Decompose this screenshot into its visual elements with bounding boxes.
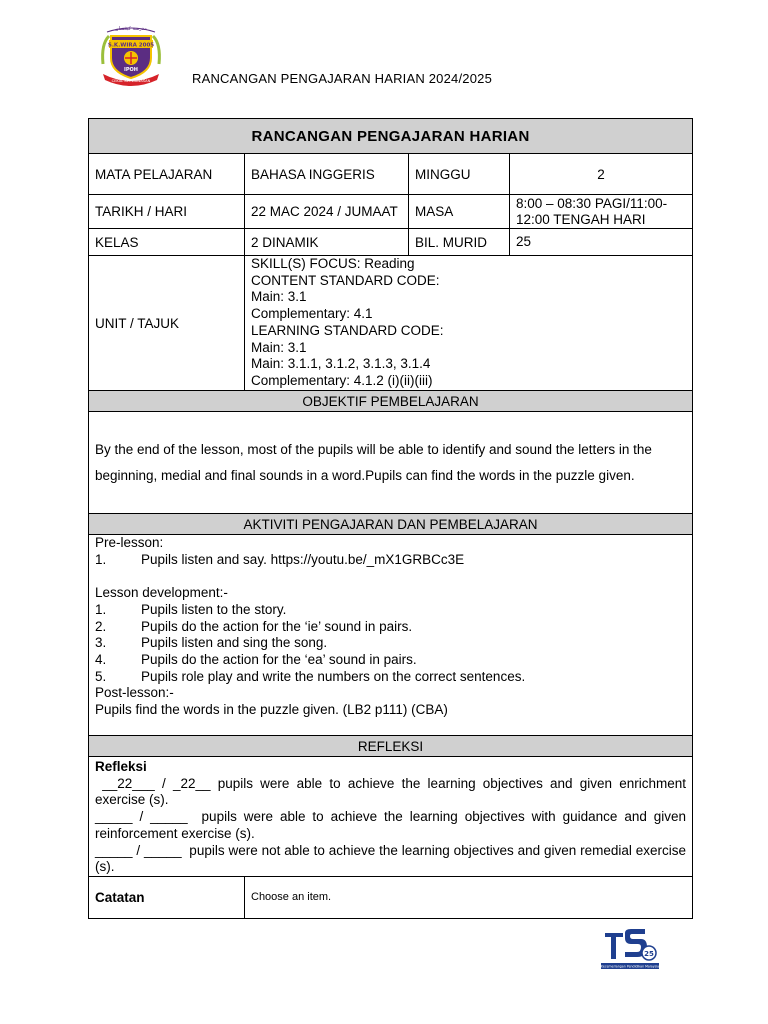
logo-banner-text: S.K.WIRA 2005 (107, 42, 155, 49)
list-item (95, 552, 686, 569)
logo-top-text: مدرسة كبڠسان (114, 26, 148, 32)
unit-tajuk-content (245, 256, 693, 391)
step-number: 4. (95, 651, 107, 667)
minggu-value: 2 (510, 154, 693, 195)
step-number: 3. (95, 635, 107, 651)
logo-motto-text: CEKAL BERWAWASAN (111, 79, 151, 83)
unit-line: Main: 3.1.1, 3.1.2, 3.1.3, 3.1.4 (251, 356, 431, 372)
catatan-label: Catatan (89, 876, 245, 918)
unit-line: Complementary: 4.1 (251, 306, 373, 322)
step-text: Pupils listen and say. https://youtu.be/_mX1GRBCc3E (141, 551, 465, 567)
unit-line: Main: 3.1 (251, 289, 307, 305)
tarikh-value: 22 MAC 2024 / JUMAAT (245, 195, 409, 229)
mata-pelajaran-label: MATA PELAJARAN (89, 154, 245, 195)
list-item (95, 635, 686, 652)
step-number: 1. (95, 551, 107, 567)
minggu-label: MINGGU (409, 154, 510, 195)
refleksi-line: _____ / _____ pupils were not able to achieve the learning objectives and given remedial exercise (s). (95, 842, 690, 875)
kelas-value: 2 DINAMIK (245, 229, 409, 256)
lesson-development-label: Lesson development:- (95, 585, 228, 601)
mata-pelajaran-value: BAHASA INGGERIS (245, 154, 409, 195)
unit-line: SKILL(S) FOCUS: Reading (251, 256, 415, 271)
kelas-label: KELAS (89, 229, 245, 256)
unit-line: Complementary: 4.1.2 (i)(ii)(iii) (251, 372, 433, 388)
refleksi-line: _____ / _____ pupils were able to achieve the learning objectives with guidance and given reinforcement exercise (s). (95, 809, 690, 841)
step-text: Pupils do the action for the ‘ie’ sound in pairs. (141, 618, 413, 634)
step-number: 2. (95, 618, 107, 634)
objektif-text: By the end of the lesson, most of the pupils will be able to identify and sound the letters in the beginning, medial and final sounds in a word.Pupils can find the words in the puzzle given. (89, 412, 693, 514)
masa-value: 8:00 – 08:30 PAGI/11:00-12:00 TENGAH HARI (510, 195, 693, 229)
unit-line: CONTENT STANDARD CODE: (251, 272, 440, 288)
step-number: 5. (95, 668, 107, 684)
refleksi-heading: REFLEKSI (89, 736, 693, 757)
step-text: Pupils listen to the story. (141, 601, 287, 617)
post-lesson-text: Pupils find the words in the puzzle given. (LB2 p111) (CBA) (95, 702, 448, 718)
step-number: 1. (95, 601, 107, 617)
list-item (95, 669, 686, 686)
step-text: Pupils do the action for the ‘ea’ sound in pairs. (141, 651, 417, 667)
list-item (95, 602, 686, 619)
ministry-education-logo (601, 923, 659, 973)
step-text: Pupils role play and write the numbers on the correct sentences. (141, 668, 526, 684)
table-title: RANCANGAN PENGAJARAN HARIAN (89, 119, 693, 154)
page-header-title: RANCANGAN PENGAJARAN HARIAN 2024/2025 (192, 71, 493, 86)
tarikh-label: TARIKH / HARI (89, 195, 245, 229)
school-crest-logo (99, 22, 163, 88)
pre-lesson-label: Pre-lesson: (95, 535, 164, 550)
refleksi-content (89, 757, 693, 877)
step-text: Pupils listen and sing the song. (141, 635, 328, 651)
logo-place-text: IPOH (124, 67, 138, 73)
objektif-heading: OBJEKTIF PEMBELAJARAN (89, 391, 693, 412)
refleksi-line: __22___ / _22__ pupils were able to achieve the learning objectives and given enrichment exercise (s). (95, 775, 690, 808)
post-lesson-label: Post-lesson:- (95, 685, 174, 701)
logo-caption: Kecemerlangan Pendidikan Malaysia (601, 964, 659, 969)
refleksi-label: Refleksi (95, 759, 147, 774)
unit-tajuk-label: UNIT / TAJUK (89, 256, 245, 391)
catatan-dropdown[interactable]: Choose an item. (245, 876, 693, 918)
lesson-plan-table (88, 118, 693, 919)
bil-murid-value: 25 (510, 229, 693, 256)
list-item (95, 619, 686, 636)
bil-murid-label: BIL. MURID (409, 229, 510, 256)
spacer (95, 568, 686, 585)
list-item (95, 652, 686, 669)
logo-number: 25 (644, 950, 654, 958)
unit-line: Main: 3.1 (251, 339, 307, 355)
unit-line: LEARNING STANDARD CODE: (251, 322, 444, 338)
aktiviti-content (89, 535, 693, 736)
aktiviti-heading: AKTIVITI PENGAJARAN DAN PEMBELAJARAN (89, 514, 693, 535)
masa-label: MASA (409, 195, 510, 229)
